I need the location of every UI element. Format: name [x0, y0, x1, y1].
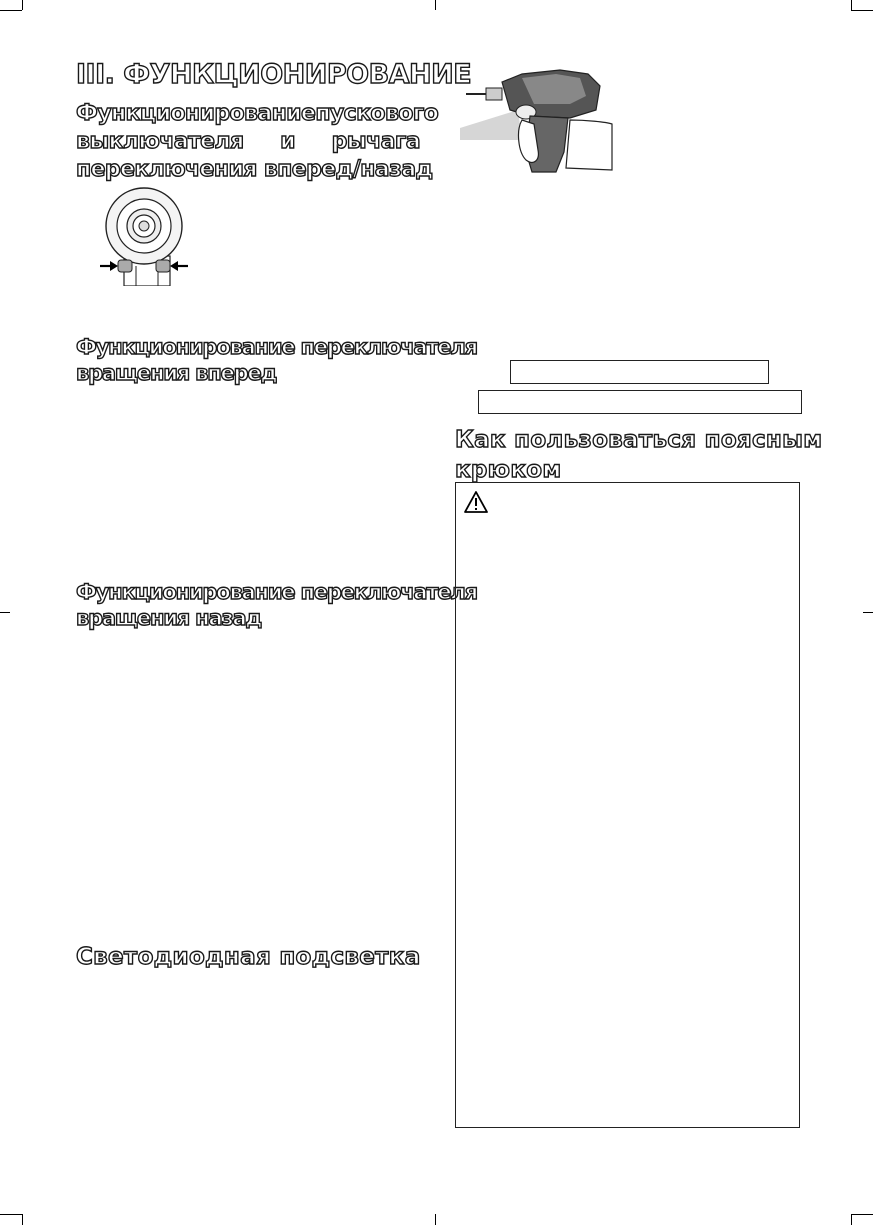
- heading-line: Как пользоваться поясным: [455, 427, 823, 453]
- drill-illustration: [460, 60, 620, 180]
- crop-mark: [851, 1214, 873, 1215]
- heading-word: рычага: [331, 129, 420, 154]
- heading-line: вращения назад: [76, 606, 262, 630]
- warning-triangle-icon: [464, 491, 488, 513]
- crop-mark: [0, 1214, 22, 1215]
- heading-trigger-switch: [76, 100, 439, 184]
- trigger-switch-illustration: [96, 186, 196, 286]
- heading-line: Функционирование переключателя: [76, 580, 477, 604]
- heading-line: [76, 128, 420, 156]
- heading-led-light: Светодиодная подсветка: [76, 944, 421, 970]
- heading-reverse-rotation: [76, 579, 477, 631]
- blank-label-box: [510, 360, 769, 384]
- crop-mark: [435, 0, 436, 10]
- heading-word: пускового: [315, 101, 439, 126]
- heading-line: переключения вперед/назад: [76, 157, 433, 182]
- heading-line: [76, 100, 439, 128]
- crop-mark: [22, 1214, 23, 1225]
- heading-line: вращения вперед: [76, 361, 277, 385]
- crop-mark: [851, 0, 852, 10]
- crop-mark: [0, 10, 22, 11]
- heading-line: крюком: [455, 457, 562, 483]
- heading-line: Функционирование переключателя: [76, 335, 477, 359]
- caution-box: [455, 482, 800, 1128]
- crop-mark: [863, 612, 873, 613]
- crop-mark: [435, 1214, 436, 1225]
- heading-word: Функционирование: [76, 101, 316, 126]
- crop-mark: [851, 10, 873, 11]
- heading-word: выключателя: [76, 129, 244, 154]
- heading-forward-rotation: [76, 334, 477, 386]
- crop-mark: [0, 612, 10, 613]
- section-title: III. ФУНКЦИОНИРОВАНИЕ: [76, 59, 472, 90]
- blank-label-box: [478, 390, 802, 414]
- heading-belt-hook: [455, 425, 822, 485]
- crop-mark: [22, 0, 23, 10]
- crop-mark: [851, 1214, 852, 1225]
- heading-word: и: [280, 129, 295, 154]
